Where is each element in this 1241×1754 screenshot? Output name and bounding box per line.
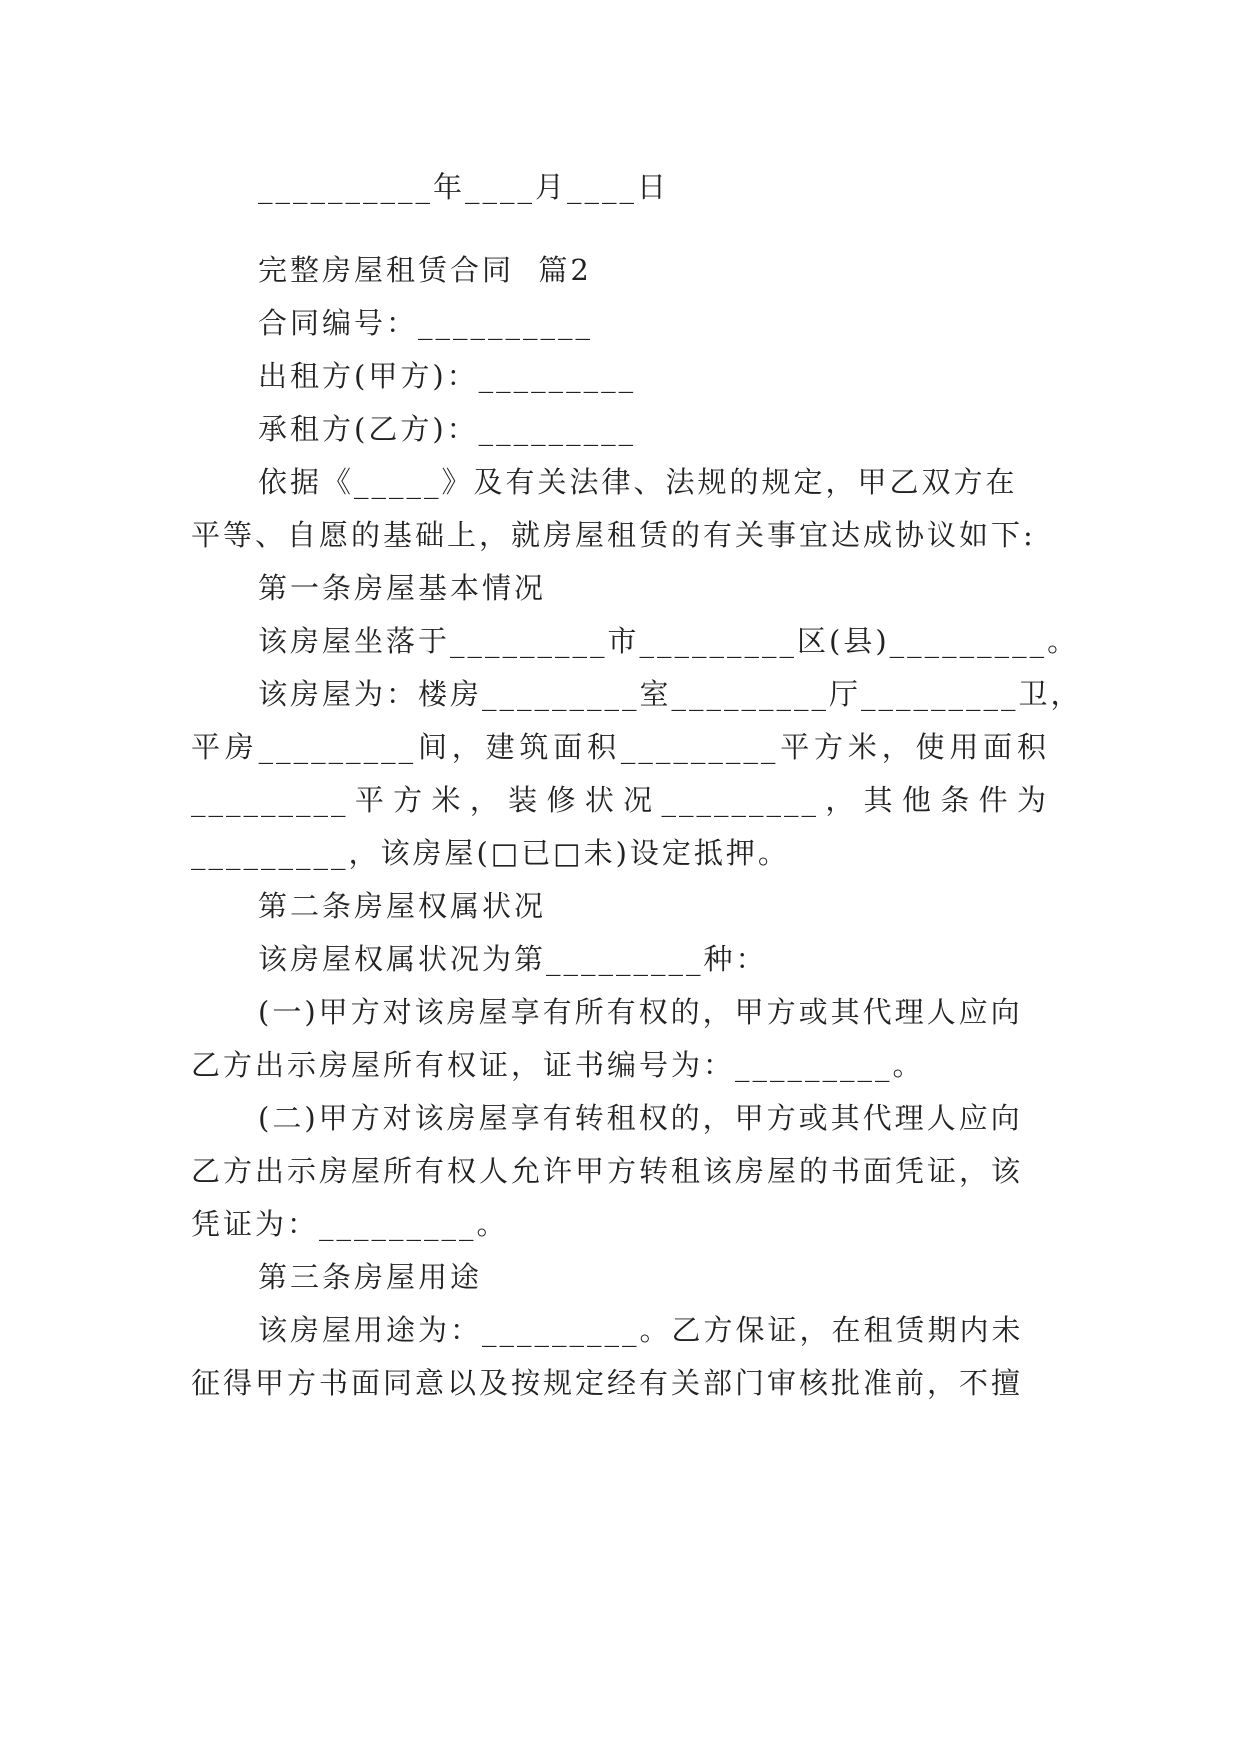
article-3-purpose-line-1: 该房屋用途为：_________。乙方保证，在租赁期内未 bbox=[258, 1313, 1024, 1347]
preamble-line-1: 依据《_____》及有关法律、法规的规定，甲乙双方在 bbox=[258, 465, 1018, 499]
article-2-status-line: 该房屋权属状况为第_________种： bbox=[258, 942, 768, 976]
date-line: __________年____月____日 bbox=[258, 170, 670, 204]
article-2-item-2-line-2: 乙方出示房屋所有权人允许甲方转租该房屋的书面凭证，该 bbox=[191, 1154, 1024, 1188]
article-2-item-2-line-1: (二)甲方对该房屋享有转租权的，甲方或其代理人应向 bbox=[258, 1101, 1023, 1135]
article-1-area-line: 平房_________间，建筑面积_________平方米，使用面积 bbox=[191, 730, 1049, 764]
contract-number-line: 合同编号：__________ bbox=[258, 306, 594, 340]
article-1-location-line: 该房屋坐落于_________市_________区(县)_________。 bbox=[258, 624, 1080, 658]
article-1-mortgage-line: _________，该房屋(□已□未)设定抵押。 bbox=[191, 836, 790, 870]
lessee-line: 承租方(乙方)：_________ bbox=[258, 412, 637, 446]
article-1-heading: 第一条房屋基本情况 bbox=[258, 571, 547, 605]
article-2-item-1-line-1: (一)甲方对该房屋享有所有权的，甲方或其代理人应向 bbox=[258, 995, 1023, 1029]
article-1-conditions-line: _________平方米，装修状况_________，其他条件为 bbox=[191, 783, 1049, 817]
article-3-purpose-line-2: 征得甲方书面同意以及按规定经有关部门审核批准前，不擅 bbox=[191, 1366, 1024, 1400]
lessor-line: 出租方(甲方)：_________ bbox=[258, 359, 637, 393]
section-title: 完整房屋租赁合同 篇2 bbox=[258, 253, 592, 287]
article-2-heading: 第二条房屋权属状况 bbox=[258, 889, 547, 923]
preamble-line-2: 平等、自愿的基础上，就房屋租赁的有关事宜达成协议如下: bbox=[191, 518, 1036, 552]
article-2-item-1-line-2: 乙方出示房屋所有权证，证书编号为：_________。 bbox=[191, 1048, 925, 1082]
article-3-heading: 第三条房屋用途 bbox=[258, 1260, 483, 1294]
article-1-rooms-line: 该房屋为：楼房_________室_________厅_________卫， bbox=[258, 677, 1083, 711]
article-2-item-2-line-3: 凭证为：_________。 bbox=[191, 1207, 509, 1241]
